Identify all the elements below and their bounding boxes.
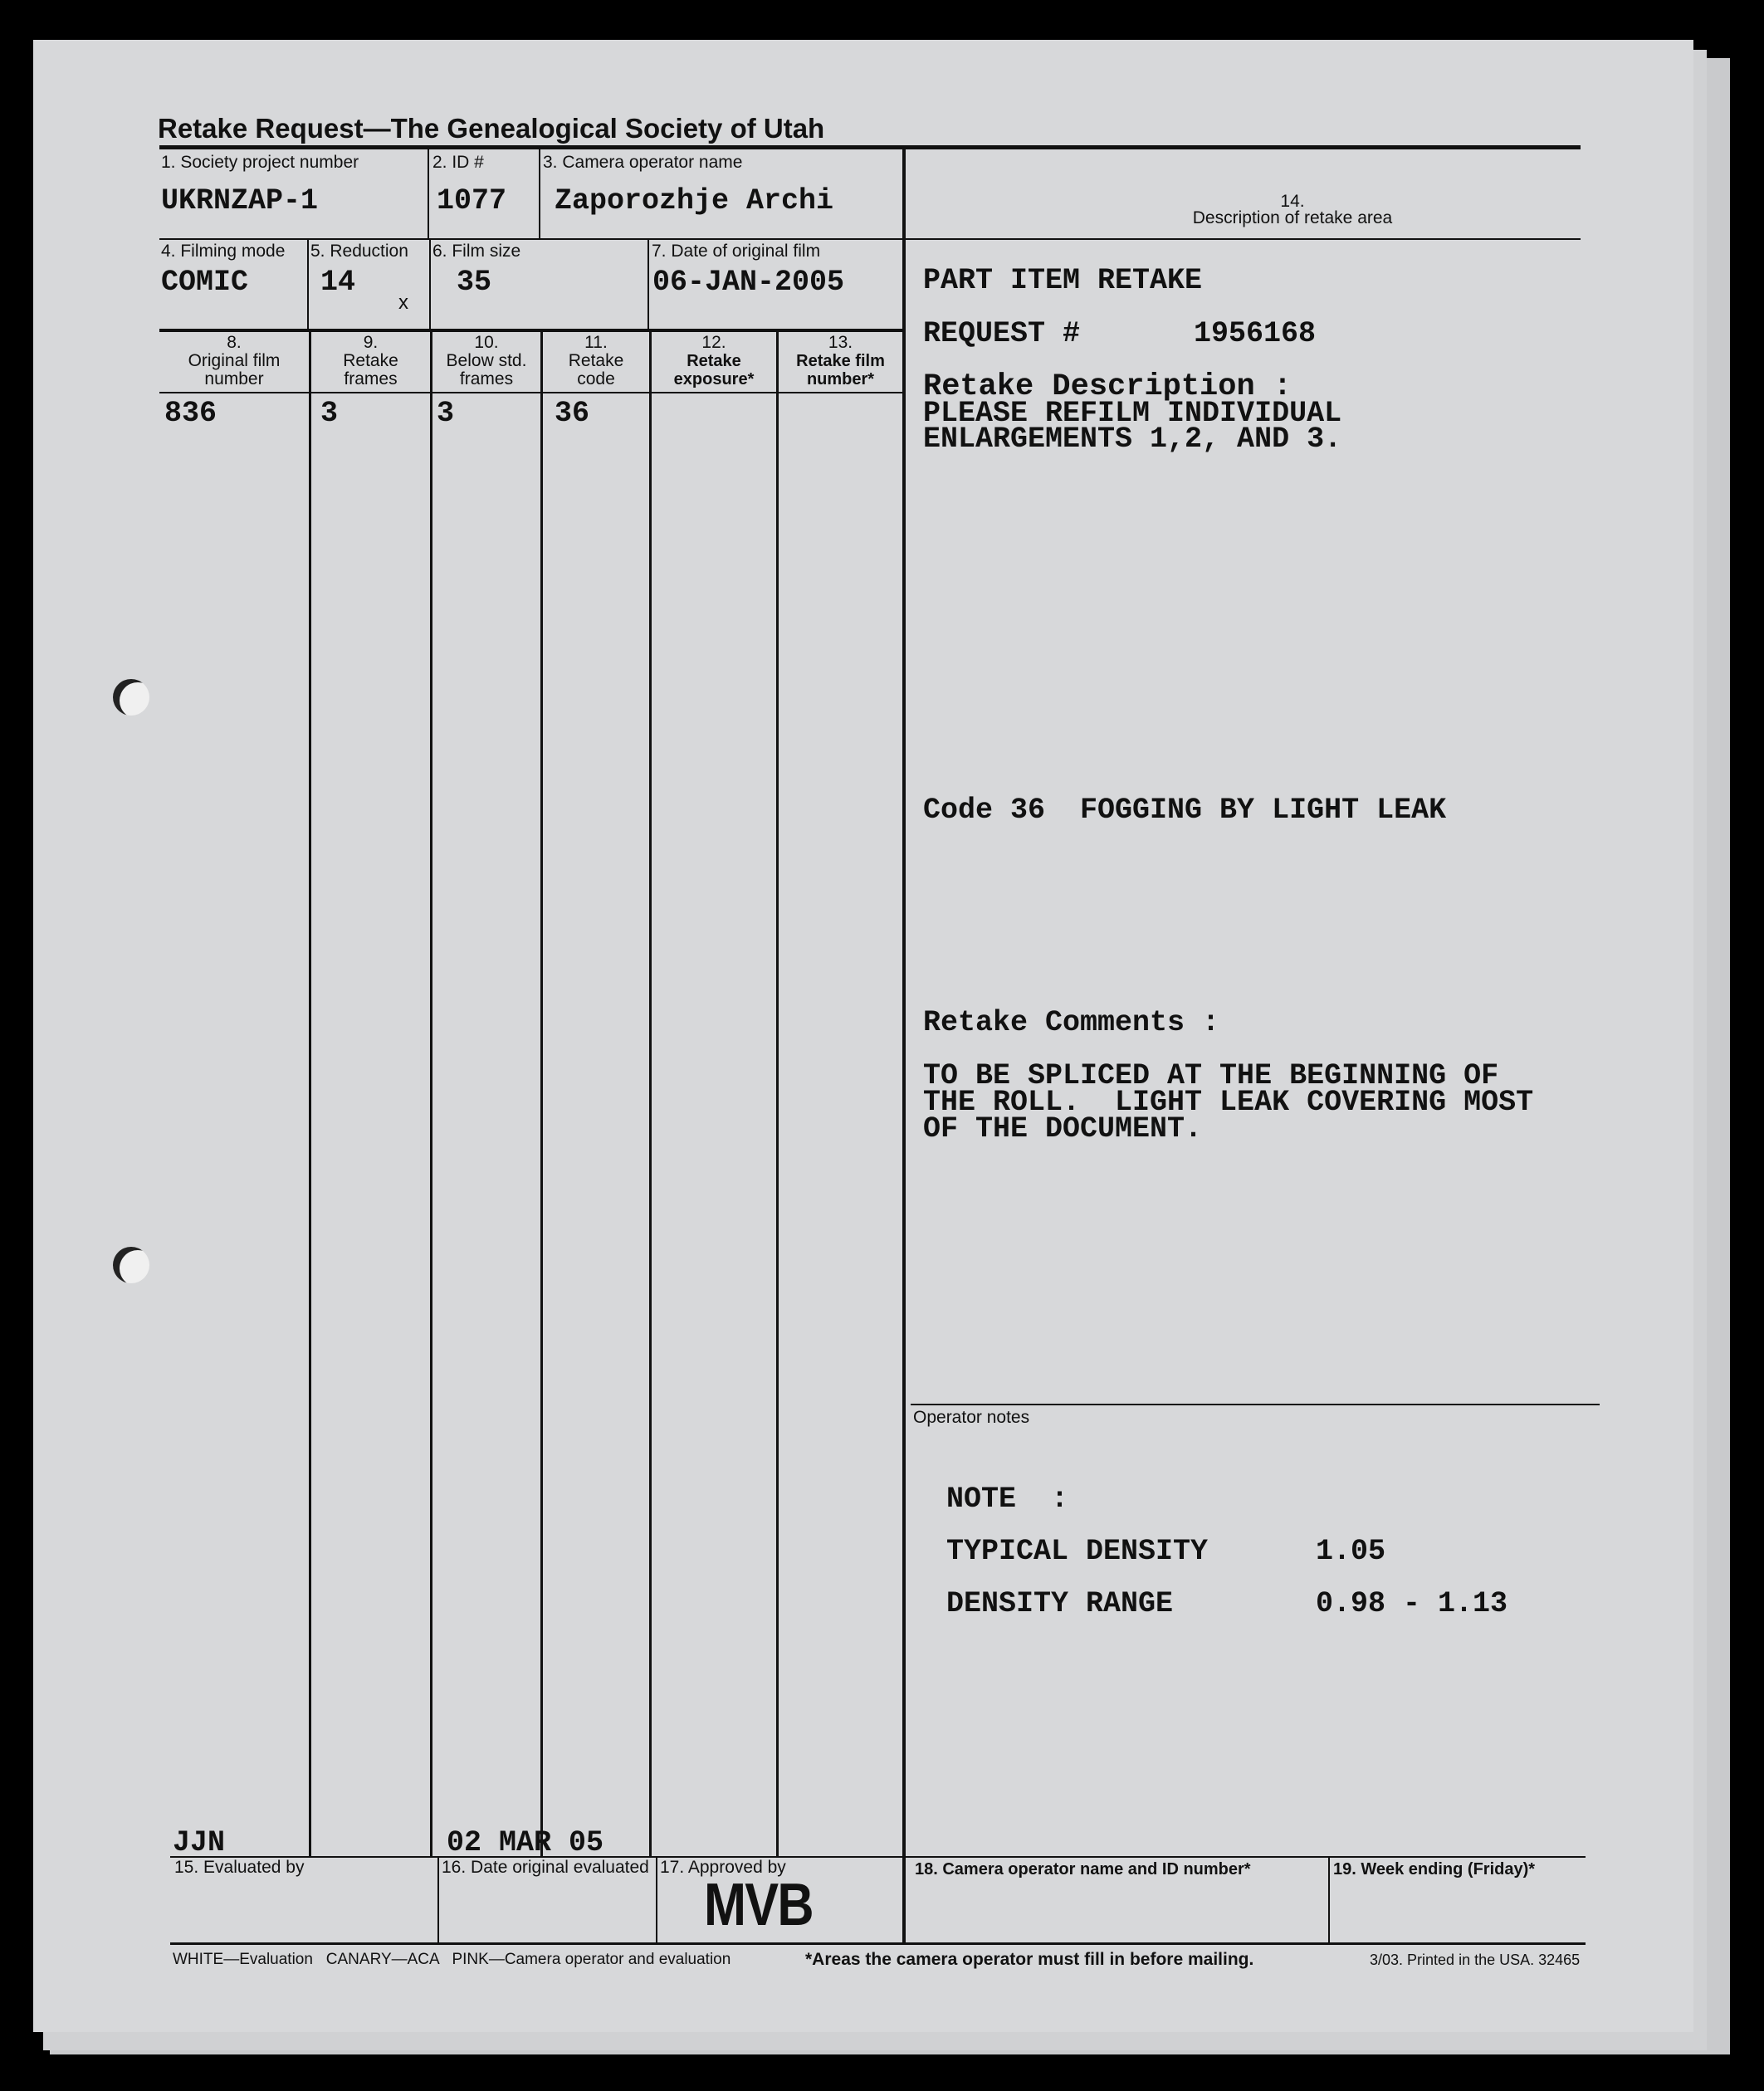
divider <box>906 238 1581 240</box>
typical-density-value: 1.05 <box>1316 1535 1386 1568</box>
reduction-label: 5. Reduction <box>310 242 408 261</box>
camera-operator-label: 3. Camera operator name <box>543 153 743 172</box>
film-size-value: 35 <box>457 266 492 299</box>
retake-description-line: PLEASE REFILM INDIVIDUAL <box>923 397 1342 430</box>
table-header-text: Below std. frames <box>446 351 527 388</box>
divider <box>159 329 902 332</box>
film-size-label: 6. Film size <box>432 242 521 261</box>
divider <box>170 1856 1586 1858</box>
divider <box>649 332 652 1856</box>
table-header-text: Retake frames <box>343 351 398 388</box>
camera-operator-value: Zaporozhje Archi <box>555 184 834 217</box>
description-number: 14. <box>1280 192 1305 211</box>
divider <box>437 1856 439 1942</box>
divider <box>911 1404 1600 1405</box>
camera-operator-id-label: 18. Camera operator name and ID number* <box>915 1860 1251 1878</box>
density-range-label: DENSITY RANGE <box>946 1587 1174 1620</box>
table-header-num: 9. <box>363 333 379 352</box>
typical-density-label: TYPICAL DENSITY <box>946 1535 1209 1568</box>
table-cell: 36 <box>555 397 590 430</box>
date-evaluated-label: 16. Date original evaluated <box>442 1858 649 1877</box>
retake-comments-line: OF THE DOCUMENT. <box>923 1112 1203 1146</box>
id-label: 2. ID # <box>432 153 484 172</box>
divider <box>430 332 432 1856</box>
film-date-value: 06-JAN-2005 <box>652 266 845 299</box>
form-title: Retake Request—The Genealogical Society of Utah <box>158 113 825 144</box>
table-header-text: Retake film number* <box>796 352 885 388</box>
evaluated-by-label: 15. Evaluated by <box>174 1858 305 1877</box>
divider <box>647 240 649 329</box>
date-evaluated-value: 02 MAR 05 <box>447 1826 604 1859</box>
table-header-text: Retake exposure* <box>673 352 755 388</box>
divider <box>776 332 779 1856</box>
punch-hole <box>113 679 149 716</box>
reduction-x: x <box>398 291 408 314</box>
table-cell: 3 <box>437 397 455 430</box>
table-header-num: 13. <box>828 333 853 352</box>
retake-comments-line: THE ROLL. LIGHT LEAK COVERING MOST <box>923 1086 1534 1119</box>
description-label: Description of retake area <box>1192 208 1393 227</box>
approved-by-label: 17. Approved by <box>660 1858 786 1877</box>
table-header-num: 11. <box>584 333 608 352</box>
retake-code-line: Code 36 FOGGING BY LIGHT LEAK <box>923 794 1447 827</box>
evaluated-by-value: JJN <box>173 1826 226 1859</box>
retake-comments-line: TO BE SPLICED AT THE BEGINNING OF <box>923 1059 1499 1092</box>
divider <box>170 1942 1586 1945</box>
table-header-num: 10. <box>474 333 499 352</box>
retake-description-label: Retake Description : <box>923 369 1292 404</box>
film-date-label: 7. Date of original film <box>652 242 821 261</box>
description-part-item: PART ITEM RETAKE <box>923 264 1203 297</box>
retake-comments-label: Retake Comments : <box>923 1006 1220 1039</box>
table-cell: 836 <box>164 397 217 430</box>
table-header-text: Original film number <box>188 351 281 388</box>
density-range-value: 0.98 - 1.13 <box>1316 1587 1508 1620</box>
week-ending-label: 19. Week ending (Friday)* <box>1333 1860 1536 1878</box>
divider <box>902 149 906 1942</box>
id-value: 1077 <box>437 184 507 217</box>
filming-mode-label: 4. Filming mode <box>161 242 286 261</box>
note-label: NOTE : <box>946 1483 1069 1516</box>
project-number-label: 1. Society project number <box>161 153 359 172</box>
divider <box>1328 1856 1330 1942</box>
table-cell: 3 <box>320 397 339 430</box>
divider <box>159 392 902 393</box>
footer-note: *Areas the camera operator must fill in before mailing. <box>805 1950 1254 1969</box>
table-header-text: Retake code <box>568 351 624 388</box>
divider <box>428 149 429 238</box>
divider <box>307 240 309 329</box>
divider <box>540 332 543 1856</box>
divider <box>309 332 311 1856</box>
operator-notes-label: Operator notes <box>913 1408 1030 1427</box>
divider <box>159 238 902 240</box>
filming-mode-value: COMIC <box>161 266 249 299</box>
reduction-value: 14 <box>320 266 356 299</box>
request-label: REQUEST # <box>923 317 1081 350</box>
approval-stamp: MVB <box>704 1872 813 1938</box>
divider <box>159 145 1581 149</box>
divider <box>539 149 540 238</box>
divider <box>429 240 431 329</box>
retake-description-line: ENLARGEMENTS 1,2, AND 3. <box>923 423 1342 456</box>
printed-info: 3/03. Printed in the USA. 32465 <box>1370 1952 1581 1968</box>
divider <box>656 1856 657 1942</box>
copy-distribution: WHITE—Evaluation CANARY—ACA PINK—Camera operator and evaluation <box>173 1951 731 1968</box>
request-number: 1956168 <box>1194 317 1317 350</box>
project-number-value: UKRNZAP-1 <box>161 184 319 217</box>
punch-hole <box>113 1247 149 1283</box>
table-header-num: 8. <box>227 333 242 352</box>
table-header-num: 12. <box>701 333 726 352</box>
